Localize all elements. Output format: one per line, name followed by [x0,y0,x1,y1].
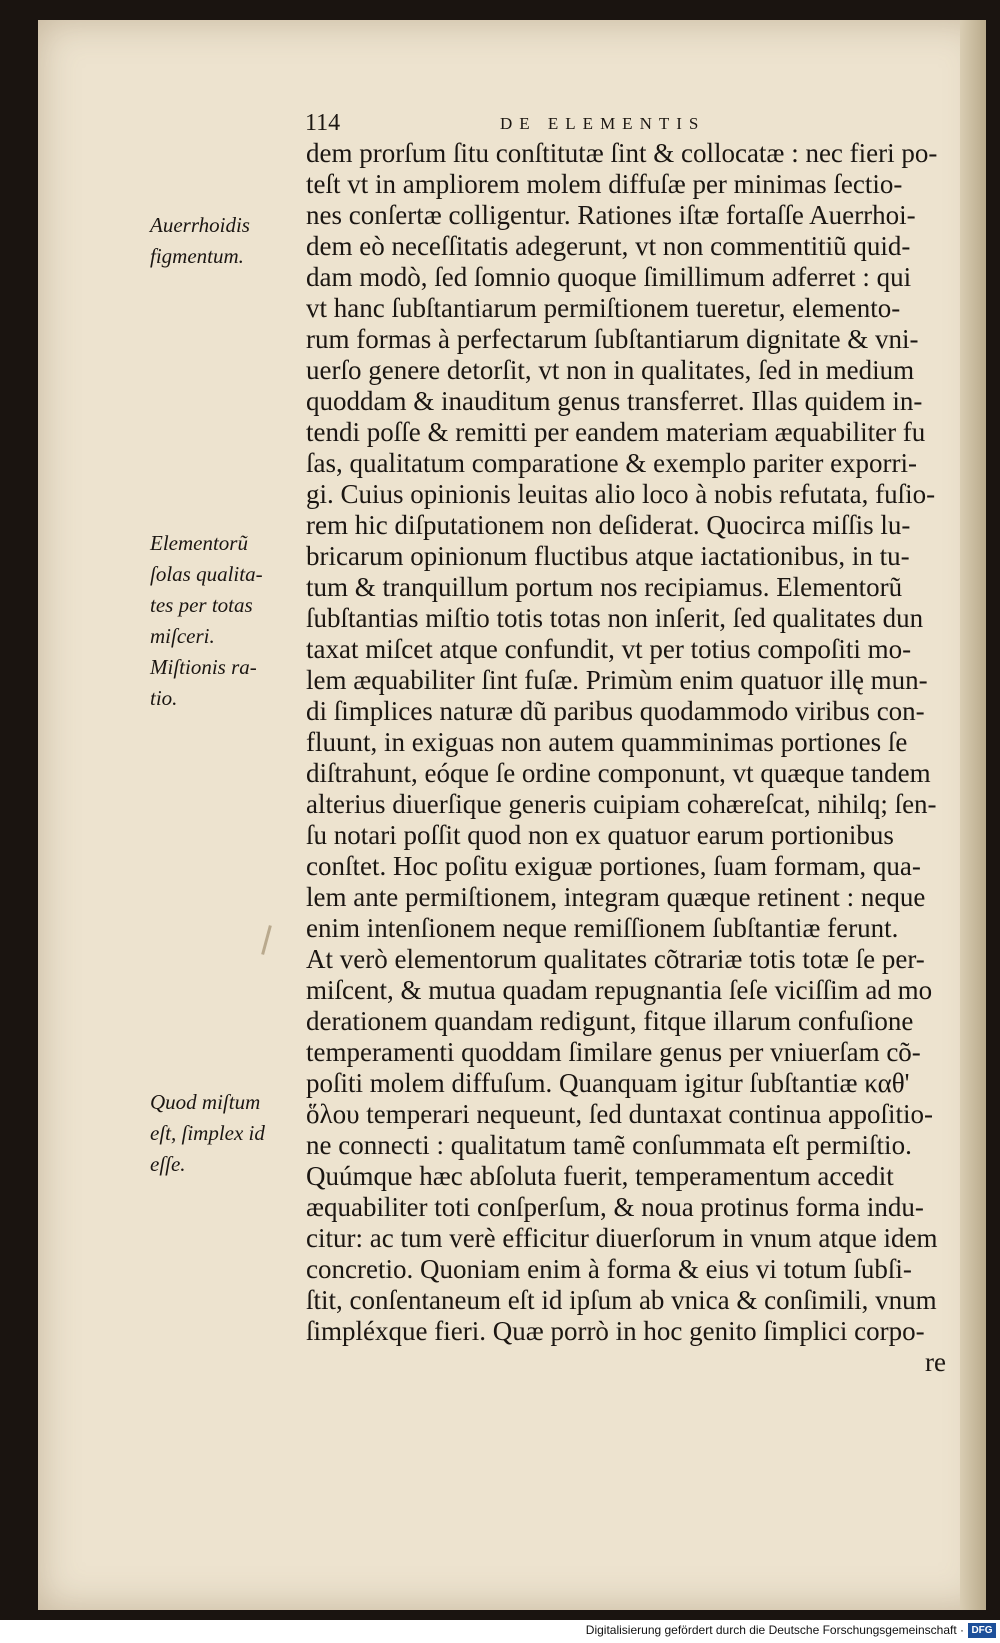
text-line: dem eò neceſſitatis adegerunt, vt non commentitiũ quid- [306,231,911,261]
text-line: fluunt, in exiguas non autem quamminimas portiones ſe [306,727,908,757]
dfg-logo: DFG [968,1623,996,1638]
text-line: citur: ac tum verè efficitur diuerſorum in vnum atque idem [306,1223,938,1253]
text-line: diſtrahunt, eóque ſe ordine componunt, vt quæque tandem [306,758,931,788]
text-line: vt hanc ſubſtantiarum permiſtionem tueretur, elemento- [306,293,901,323]
text-line: di ſimplices naturæ dũ paribus quodammodo viribus con- [306,696,925,726]
text-line: ſtit, conſentaneum eſt id ipſum ab vnica & conſimili, vnum [306,1285,937,1315]
margin-note-line: Elementorũ [150,531,248,555]
footer-bar [0,1620,1000,1643]
body-text [306,138,956,1378]
text-line: tum & tranquillum portum nos recipiamus. Elementorũ [306,572,903,602]
text-line: concretio. Quoniam enim à forma & eius vi totum ſubſi- [306,1254,912,1284]
text-line: conſtet. Hoc poſitu exiguæ portiones, ſuam formam, qua- [306,851,921,881]
text-line: Quúmque hæc abſoluta fuerit, temperamentum accedit [306,1161,894,1191]
text-line: quoddam & inauditum genus transferret. Illas quidem in- [306,386,923,416]
funding-credit: Digitalisierung gefördert durch die Deutsche Forschungsgemeinschaft · [585,1623,964,1637]
text-line: gi. Cuius opinionis leuitas alio loco à nobis refutata, fuſio- [306,479,936,509]
running-head [305,110,775,140]
text-line: lem æquabiliter ſint fuſæ. Primùm enim quatuor illę mun- [306,665,928,695]
text-line: rem hic diſputationem non deſiderat. Quocirca miſſis lu- [306,510,911,540]
text-line: taxat miſcet atque confundit, vt per totius compoſiti mo- [306,634,912,664]
margin-note-elements [150,528,300,714]
page-number: 114 [305,110,341,136]
text-line: ὅλου temperari nequeunt, ſed duntaxat continua appoſitio- [306,1099,934,1129]
text-line: nes conſertæ colligentur. Rationes iſtæ fortaſſe Auerrhoi- [306,200,916,230]
margin-note-line: Auerrhoidis [150,213,250,237]
text-line: poſiti molem diffuſum. Quanquam igitur ſubſtantiæ καθ' [306,1068,910,1098]
text-line: ne connecti : qualitatum tamẽ conſummata eſt permiſtio. [306,1130,912,1160]
text-line: dem prorſum ſitu conſtitutæ ſint & collocatæ : nec fieri po- [306,138,938,168]
margin-note-averroes [150,210,300,272]
margin-note-line: eſſe. [150,1152,186,1176]
text-line: alterius diuerſique generis cuipiam cohæreſcat, nihilq; ſen- [306,789,937,819]
text-line: ſimpléxque fieri. Quæ porrò in hoc genito ſimplici corpo- [306,1316,925,1346]
catchword: re [925,1347,946,1377]
text-line: tendi poſſe & remitti per eandem materiam æquabiliter fu [306,417,926,447]
text-line: ſubſtantias miſtio totis totas non inſerit, ſed qualitates dun [306,603,924,633]
text-line: æquabiliter toti conſperſum, & noua protinus forma indu- [306,1192,924,1222]
text-line: dam modò, ſed ſomnio quoque ſimillimum adferret : qui [306,262,912,292]
text-line: temperamenti quoddam ſimilare genus per vniuerſam cõ- [306,1037,921,1067]
margin-note-line: Quod miſtum [150,1090,261,1114]
text-line: teſt vt in ampliorem molem diffuſæ per minimas ſectio- [306,169,903,199]
text-line: enim intenſionem neque remiſſionem ſubſtantiæ ferunt. [306,913,899,943]
margin-note-line: eſt, ſimplex id [150,1121,265,1145]
text-line: uerſo genere detorſit, vt non in qualitates, ſed in medium [306,355,915,385]
margin-note-line: Miſtionis ra- [150,655,257,679]
margin-note-mixtum [150,1087,300,1180]
text-line: miſcent, & mutua quadam repugnantia ſeſe viciſſim ad mo [306,975,933,1005]
running-title: DE ELEMENTIS [500,114,706,133]
page-edge [960,20,986,1610]
margin-note-line: tio. [150,686,178,710]
margin-note-line: miſceri. [150,624,215,648]
text-line: derationem quandam redigunt, fitque illarum confuſione [306,1006,914,1036]
text-line: At verò elementorum qualitates cõtrariæ totis totæ ſe per- [306,944,925,974]
margin-note-line: figmentum. [150,244,244,268]
text-line: ſu notari poſſit quod non ex quatuor earum portionibus [306,820,894,850]
text-line: rum formas à perfectarum ſubſtantiarum dignitate & vni- [306,324,919,354]
text-line: lem ante permiſtionem, integram quæque retinent : neque [306,882,926,912]
margin-note-line: ſolas qualita- [150,562,263,586]
margin-note-line: tes per totas [150,593,253,617]
text-line: ſas, qualitatum comparatione & exemplo pariter exporri- [306,448,918,478]
text-line: bricarum opinionum fluctibus atque iactationibus, in tu- [306,541,910,571]
